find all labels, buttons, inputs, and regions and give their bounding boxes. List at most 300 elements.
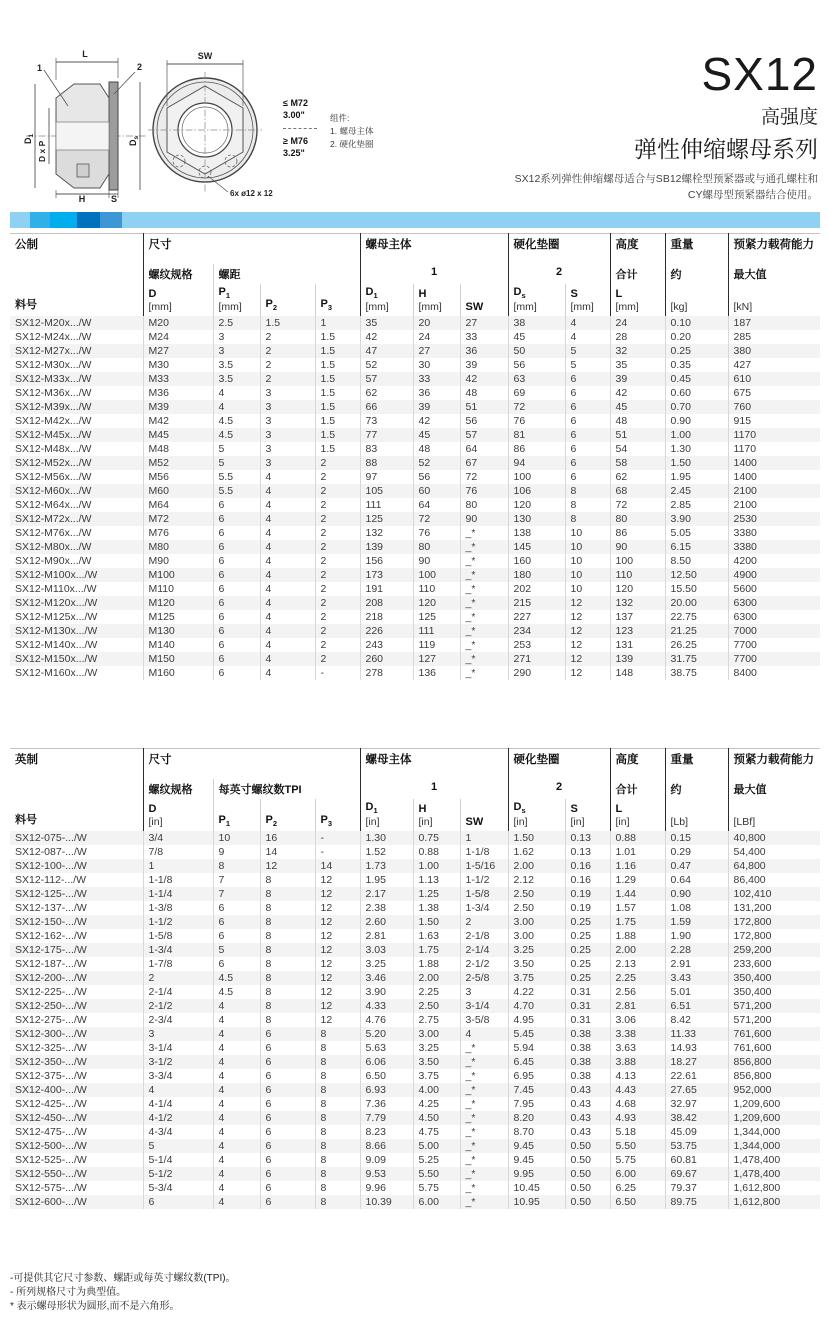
table-cell: 1170 — [728, 428, 820, 442]
table-cell: 90 — [460, 512, 508, 526]
table-cell: 27 — [460, 316, 508, 330]
table-cell: 2 — [315, 526, 360, 540]
table-cell: 6 — [213, 540, 260, 554]
table-cell: 9 — [213, 845, 260, 859]
table-cell: 234 — [508, 624, 565, 638]
table-cell: 1 — [143, 859, 213, 873]
table-cell: 6 — [565, 372, 610, 386]
table-cell: 5.00 — [413, 1139, 460, 1153]
table-cell: 5-1/4 — [143, 1153, 213, 1167]
table-cell: 856,800 — [728, 1069, 820, 1083]
table-cell: 0.25 — [565, 971, 610, 985]
table-cell: _* — [460, 1139, 508, 1153]
table-cell: 1.44 — [610, 887, 665, 901]
table-cell: 4 — [460, 1027, 508, 1041]
table-cell: _* — [460, 1041, 508, 1055]
table-cell: M72 — [143, 512, 213, 526]
table-cell: M39 — [143, 400, 213, 414]
table-cell: M33 — [143, 372, 213, 386]
table-cell: 5.20 — [360, 1027, 413, 1041]
col-header: $P_1$ [mm] — [213, 284, 260, 316]
table-cell: 80 — [413, 540, 460, 554]
table-cell: 3 — [260, 386, 315, 400]
table-cell: 8 — [260, 915, 315, 929]
table-cell: 4.25 — [413, 1097, 460, 1111]
table-row — [10, 1167, 820, 1181]
table-cell: 5.01 — [665, 985, 728, 999]
table-cell: 2.81 — [610, 999, 665, 1013]
table-cell: 45 — [508, 330, 565, 344]
table-cell: 4 — [260, 568, 315, 582]
table-row — [10, 1069, 820, 1083]
table-cell: M30 — [143, 358, 213, 372]
table-cell: 1-1/8 — [460, 845, 508, 859]
table-cell: 191 — [360, 582, 413, 596]
table-cell: 3.43 — [665, 971, 728, 985]
col-header: SW — [460, 799, 508, 831]
table-cell: 106 — [508, 484, 565, 498]
table-cell: 83 — [360, 442, 413, 456]
table-row — [10, 330, 820, 344]
table-cell: 2.50 — [508, 901, 565, 915]
table-cell: 4 — [213, 1027, 260, 1041]
table-cell: 51 — [460, 400, 508, 414]
centerline-divider — [283, 121, 317, 129]
table-cell: 73 — [360, 414, 413, 428]
table-cell: 2-1/2 — [143, 999, 213, 1013]
table-cell: 0.13 — [565, 845, 610, 859]
table-cell: 0.90 — [665, 414, 728, 428]
table-cell: 1,478,400 — [728, 1167, 820, 1181]
table-cell: 56 — [413, 470, 460, 484]
table-cell: 0.50 — [565, 1153, 610, 1167]
table-cell: 1.5 — [315, 414, 360, 428]
table-cell: 0.90 — [665, 887, 728, 901]
table-cell: 233,600 — [728, 957, 820, 971]
col-header: [kg] — [665, 284, 728, 316]
table-cell: 67 — [460, 456, 508, 470]
table-cell: 8 — [260, 971, 315, 985]
table-cell: 51 — [610, 428, 665, 442]
table-cell: 1.08 — [665, 901, 728, 915]
table-cell: 7.95 — [508, 1097, 565, 1111]
table-cell: 760 — [728, 400, 820, 414]
table-cell: SX12-075-.../W — [10, 831, 143, 845]
table-cell: M52 — [143, 456, 213, 470]
group-preload: 预紧力载荷能力 — [728, 749, 820, 779]
table-cell: SX12-525-.../W — [15, 1153, 87, 1166]
table-cell: 132 — [610, 596, 665, 610]
table-cell: 10.39 — [360, 1195, 413, 1209]
table-cell: 5.05 — [665, 526, 728, 540]
table-cell: SX12-150-.../W — [10, 915, 143, 929]
table-cell: 62 — [610, 470, 665, 484]
sub-one: 1 — [360, 779, 508, 799]
side-view-drawing — [22, 44, 150, 202]
table-cell: 1 — [460, 831, 508, 845]
table-cell: 5 — [143, 1139, 213, 1153]
table-cell: 173 — [360, 568, 413, 582]
table-cell: SX12-M90x.../W — [15, 554, 92, 567]
table-cell: _* — [460, 540, 508, 554]
table-cell: 0.50 — [565, 1181, 610, 1195]
table-cell: 9.96 — [360, 1181, 413, 1195]
table-cell: 127 — [413, 652, 460, 666]
col-header: $D_1$ [in] — [360, 799, 413, 831]
col-header: D [mm] — [143, 284, 213, 316]
table-cell: 1400 — [728, 456, 820, 470]
table-cell: 3.75 — [508, 971, 565, 985]
table-cell: _* — [460, 1111, 508, 1125]
table-cell: 3 — [260, 456, 315, 470]
table-cell: 7.45 — [508, 1083, 565, 1097]
table-row — [10, 470, 820, 484]
table-cell: 278 — [360, 666, 413, 680]
table-cell: 4 — [213, 386, 260, 400]
table-cell: M125 — [143, 610, 213, 624]
table-cell: SX12-300-.../W — [10, 1027, 143, 1041]
table-cell: 86 — [610, 526, 665, 540]
table-cell: _* — [460, 1055, 508, 1069]
table-cell: 10 — [213, 831, 260, 845]
table-cell: 9.09 — [360, 1153, 413, 1167]
table-cell: 380 — [728, 344, 820, 358]
table-cell: SX12-M76x.../W — [15, 526, 92, 539]
table-row — [10, 1111, 820, 1125]
table-cell: 0.25 — [565, 915, 610, 929]
col-header: L [mm] — [610, 284, 665, 316]
table-cell: SX12-M120x.../W — [10, 596, 143, 610]
table-row — [10, 372, 820, 386]
col-header: [LBf] — [728, 799, 820, 831]
table-cell: 2.85 — [665, 498, 728, 512]
table-cell: 7700 — [728, 652, 820, 666]
table-cell: M60 — [143, 484, 213, 498]
table-cell: 64 — [413, 498, 460, 512]
table-cell: 8 — [260, 999, 315, 1013]
table-cell: 4200 — [728, 554, 820, 568]
table-cell: 7/8 — [143, 845, 213, 859]
front-view-drawing — [146, 48, 278, 200]
group-preload: 预紧力载荷能力 — [728, 234, 820, 264]
table-cell: M150 — [143, 652, 213, 666]
table-cell: 5.5 — [213, 484, 260, 498]
table-cell: 2-3/4 — [143, 1013, 213, 1027]
table-row — [10, 526, 820, 540]
page-subtitle-2: 弹性伸缩螺母系列 — [634, 136, 818, 163]
table-row — [10, 901, 820, 915]
table-cell: 3.25 — [360, 957, 413, 971]
table-cell: 12 — [315, 873, 360, 887]
table-cell: 4 — [213, 1181, 260, 1195]
table-cell: 3.00 — [508, 929, 565, 943]
table-cell: 180 — [508, 568, 565, 582]
sub-pitch: 螺距 — [213, 264, 360, 284]
table-cell: 1.73 — [360, 859, 413, 873]
table-cell: 2 — [460, 915, 508, 929]
col-header: 料号 — [15, 813, 37, 826]
table-cell: 1.5 — [260, 316, 315, 330]
table-cell: 202 — [508, 582, 565, 596]
table-cell: 3.5 — [213, 358, 260, 372]
table-row — [10, 358, 820, 372]
page-header — [0, 0, 830, 210]
table-cell: 0.64 — [665, 873, 728, 887]
table-cell: 4900 — [728, 568, 820, 582]
sub-thread: 螺纹规格 — [143, 264, 213, 284]
metric-table-section — [10, 233, 820, 680]
table-cell: 45 — [413, 428, 460, 442]
table-cell: 3.25 — [508, 943, 565, 957]
table-row — [10, 414, 820, 428]
table-cell: 0.50 — [565, 1195, 610, 1209]
table-cell: SX12-275-.../W — [15, 1013, 87, 1026]
table-cell: 2 — [260, 344, 315, 358]
table-cell: 4 — [213, 1083, 260, 1097]
table-cell: 1.95 — [360, 873, 413, 887]
table-cell: 7.36 — [360, 1097, 413, 1111]
table-cell: 1.88 — [413, 957, 460, 971]
table-cell: 610 — [728, 372, 820, 386]
table-cell: 110 — [610, 568, 665, 582]
table-cell: 6 — [260, 1027, 315, 1041]
table-cell: 5 — [565, 358, 610, 372]
table-row — [10, 943, 820, 957]
col-header: $D_s$ [in] — [508, 799, 565, 831]
table-cell: 761,600 — [728, 1027, 820, 1041]
table-cell: 0.25 — [665, 344, 728, 358]
accent-bar-segment — [77, 212, 100, 228]
sub-total: 合计 — [610, 779, 665, 799]
table-cell: 5.94 — [508, 1041, 565, 1055]
table-cell: 4 — [213, 1041, 260, 1055]
table-cell: SX12-350-.../W — [10, 1055, 143, 1069]
table-cell: 136 — [413, 666, 460, 680]
table-cell: 2 — [315, 470, 360, 484]
table-cell: 4.5 — [213, 985, 260, 999]
sub-thread: 螺纹规格 — [143, 779, 213, 799]
table-cell: 1.00 — [413, 859, 460, 873]
col-header: [Lb] — [665, 799, 728, 831]
table-cell: 2.28 — [665, 943, 728, 957]
table-cell: 2.13 — [610, 957, 665, 971]
group-size: 尺寸 — [143, 749, 360, 779]
table-cell: 0.19 — [565, 887, 610, 901]
table-cell: - — [315, 666, 360, 680]
table-cell: M24 — [143, 330, 213, 344]
table-cell: 1.5 — [315, 386, 360, 400]
table-cell: 0.29 — [665, 845, 728, 859]
table-cell: 5-3/4 — [143, 1181, 213, 1195]
table-cell: _* — [460, 526, 508, 540]
table-cell: 1.5 — [315, 442, 360, 456]
table-cell: 3-5/8 — [460, 1013, 508, 1027]
table-cell: 6 — [213, 929, 260, 943]
table-cell: 915 — [728, 414, 820, 428]
table-cell: 675 — [728, 386, 820, 400]
table-cell: 10 — [565, 540, 610, 554]
table-cell: 8400 — [728, 666, 820, 680]
table-cell: 88 — [360, 456, 413, 470]
table-cell: 38.75 — [665, 666, 728, 680]
table-cell: 6 — [260, 1069, 315, 1083]
sub-approx: 约 — [665, 779, 728, 799]
table-cell: 3.75 — [413, 1069, 460, 1083]
table-cell: SX12-M42x.../W — [15, 414, 92, 427]
table-cell: 111 — [413, 624, 460, 638]
table-cell: 1.5 — [315, 344, 360, 358]
table-cell: 1-1/8 — [143, 873, 213, 887]
table-row — [10, 873, 820, 887]
table-cell: SX12-M45x.../W — [10, 428, 143, 442]
table-row — [10, 484, 820, 498]
table-cell: 2.25 — [610, 971, 665, 985]
table-cell: 12 — [315, 901, 360, 915]
table-row — [10, 512, 820, 526]
table-cell: 132 — [360, 526, 413, 540]
dim-DxP-label: D x P — [37, 140, 47, 162]
table-cell: 7.79 — [360, 1111, 413, 1125]
table-row — [10, 386, 820, 400]
table-cell: 45 — [610, 400, 665, 414]
table-cell: 952,000 — [728, 1083, 820, 1097]
table-cell: SX12-M27x.../W — [10, 344, 143, 358]
table-cell: SX12-200-.../W — [10, 971, 143, 985]
table-cell: 1.01 — [610, 845, 665, 859]
table-cell: 54 — [610, 442, 665, 456]
group-size: 尺寸 — [143, 234, 360, 264]
table-cell: 62 — [360, 386, 413, 400]
table-cell: 6 — [260, 1181, 315, 1195]
table-cell: 5.75 — [413, 1181, 460, 1195]
table-cell: 243 — [360, 638, 413, 652]
table-cell: 33 — [460, 330, 508, 344]
table-cell: 8 — [260, 887, 315, 901]
table-cell: 1.88 — [610, 929, 665, 943]
table-cell: SX12-M72x.../W — [10, 512, 143, 526]
table-cell: 2 — [315, 638, 360, 652]
table-cell: 16 — [260, 831, 315, 845]
table-cell: 0.35 — [665, 358, 728, 372]
table-cell: 2-1/8 — [460, 929, 508, 943]
table-cell: 0.31 — [565, 999, 610, 1013]
table-cell: 48 — [460, 386, 508, 400]
table-cell: 77 — [360, 428, 413, 442]
table-cell: 14.93 — [665, 1041, 728, 1055]
imperial-table — [10, 748, 820, 1209]
table-cell: 5.45 — [508, 1027, 565, 1041]
table-cell: 105 — [360, 484, 413, 498]
table-cell: 4 — [260, 610, 315, 624]
table-cell: 6 — [260, 1167, 315, 1181]
table-cell: 5.5 — [213, 470, 260, 484]
table-cell: 6.06 — [360, 1055, 413, 1069]
footnotes — [10, 1272, 236, 1314]
table-cell: 39 — [460, 358, 508, 372]
thread-range-ge: ≥ M76 — [283, 136, 308, 147]
col-header: 料号 — [15, 298, 37, 311]
table-cell: 8 — [260, 901, 315, 915]
table-cell: 1.50 — [413, 915, 460, 929]
table-cell: 1.30 — [665, 442, 728, 456]
table-cell: 6.00 — [610, 1167, 665, 1181]
accent-bar-segment — [30, 212, 50, 228]
table-row — [10, 985, 820, 999]
table-cell: 42 — [460, 372, 508, 386]
table-cell: SX12-M52x.../W — [10, 456, 143, 470]
table-cell: 1.5 — [315, 400, 360, 414]
table-cell: 102,410 — [728, 887, 820, 901]
table-cell: 6 — [260, 1111, 315, 1125]
col-header: S [in] — [565, 799, 610, 831]
table-cell: 39 — [610, 372, 665, 386]
table-row — [10, 1139, 820, 1153]
table-cell: 10.45 — [508, 1181, 565, 1195]
table-cell: 12 — [315, 943, 360, 957]
table-cell: 3 — [460, 985, 508, 999]
table-cell: 3 — [260, 400, 315, 414]
table-cell: SX12-575-.../W — [15, 1181, 87, 1194]
table-cell: 2.50 — [413, 999, 460, 1013]
group-weight: 重量 — [665, 234, 728, 264]
table-cell: 32 — [610, 344, 665, 358]
table-cell: 18.27 — [665, 1055, 728, 1069]
table-cell: 218 — [360, 610, 413, 624]
table-cell: 6 — [213, 901, 260, 915]
table-cell: 6 — [213, 638, 260, 652]
table-cell: 54,400 — [728, 845, 820, 859]
table-cell: 3 — [260, 414, 315, 428]
table-cell: 5.50 — [610, 1139, 665, 1153]
table-cell: 64,800 — [728, 859, 820, 873]
table-cell: 0.75 — [413, 831, 460, 845]
table-cell: 2.81 — [360, 929, 413, 943]
table-cell: 139 — [360, 540, 413, 554]
sub-max: 最大值 — [728, 779, 820, 799]
table-cell: 6.15 — [665, 540, 728, 554]
table-cell: 2 — [315, 624, 360, 638]
table-cell: 4.5 — [213, 971, 260, 985]
table-cell: _* — [460, 1083, 508, 1097]
table-cell: 4.95 — [508, 1013, 565, 1027]
table-cell: 42 — [610, 386, 665, 400]
table-cell: SX12-100-.../W — [10, 859, 143, 873]
table-cell: 6 — [565, 386, 610, 400]
table-cell: SX12-087-.../W — [15, 845, 87, 858]
table-cell: M20 — [143, 316, 213, 330]
table-cell: 761,600 — [728, 1041, 820, 1055]
table-cell: SX12-137-.../W — [15, 901, 87, 914]
table-cell: SX12-175-.../W — [10, 943, 143, 957]
table-cell: 0.70 — [665, 400, 728, 414]
table-row — [10, 652, 820, 666]
table-cell: 1,612,800 — [728, 1195, 820, 1209]
table-cell: 6.00 — [413, 1195, 460, 1209]
dim-L-label: L — [82, 49, 88, 59]
table-cell: 2.56 — [610, 985, 665, 999]
table-cell: 3.00 — [413, 1027, 460, 1041]
table-cell: 4.13 — [610, 1069, 665, 1083]
table-cell: 2-1/2 — [460, 957, 508, 971]
table-cell: 90 — [610, 540, 665, 554]
table-cell: 22.75 — [665, 610, 728, 624]
table-cell: 1.5 — [315, 330, 360, 344]
table-cell: 4 — [143, 1083, 213, 1097]
table-cell: 100 — [413, 568, 460, 582]
table-cell: 0.25 — [565, 929, 610, 943]
table-cell: 110 — [413, 582, 460, 596]
table-cell: 60.81 — [665, 1153, 728, 1167]
